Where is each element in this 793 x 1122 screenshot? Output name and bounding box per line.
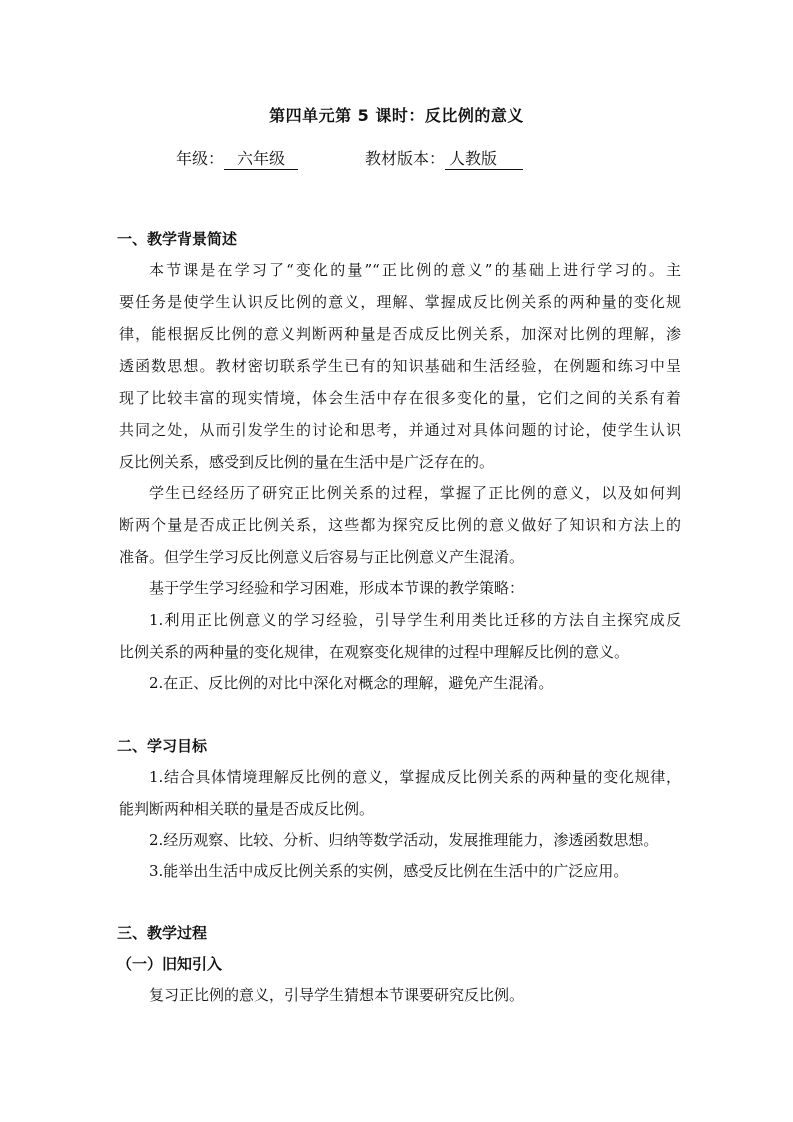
section2-heading: 二、学习目标 bbox=[117, 737, 208, 755]
edition-field bbox=[365, 147, 523, 171]
subsection-heading: （一）旧知引入 bbox=[117, 955, 223, 973]
paragraph-line: 现了比较丰富的现实情境，体会生活中存在很多变化的量，它们之间的关系有着 bbox=[119, 389, 681, 407]
page-title: 第四单元第 5 课时：反比例的意义 bbox=[269, 106, 524, 125]
paragraph-line: 共同之处，从而引发学生的讨论和思考，并通过对具体问题的讨论，使学生认识 bbox=[119, 421, 681, 439]
paragraph-line: 本节课是在学习了“变化的量”“正比例的意义”的基础上进行学习的。主 bbox=[149, 261, 681, 279]
paragraph-line: 要任务是使学生认识反比例的意义，理解、掌握成反比例关系的两种量的变化规 bbox=[119, 293, 681, 311]
paragraph-line: 基于学生学习经验和学习困难，形成本节课的教学策略： bbox=[149, 579, 525, 597]
list-item-continuation: 比例关系的两种量的变化规律，在观察变化规律的过程中理解反比例的意义。 bbox=[119, 643, 630, 661]
list-item: 3.能举出生活中成反比例关系的实例，感受反比例在生活中的广泛应用。 bbox=[149, 862, 629, 880]
paragraph-line: 学生已经经历了研究正比例关系的过程，掌握了正比例的意义，以及如何判 bbox=[149, 484, 681, 502]
paragraph-line: 断两个量是否成正比例关系，这些都为探究反比例的意义做好了知识和方法上的 bbox=[119, 516, 681, 534]
list-item: 1.利用正比例意义的学习经验，引导学生利用类比迁移的方法自主探究成反 bbox=[149, 611, 681, 629]
paragraph-line: 反比例关系，感受到反比例的量在生活中是广泛存在的。 bbox=[119, 453, 495, 471]
grade-label: 年级： bbox=[176, 149, 225, 168]
paragraph-line: 律，能根据反比例的意义判断两种量是否成反比例关系，加深对比例的理解，渗 bbox=[119, 325, 681, 343]
list-item: 2.经历观察、比较、分析、归纳等数学活动，发展推理能力，渗透函数思想。 bbox=[149, 831, 659, 849]
grade-field bbox=[176, 147, 298, 171]
paragraph-line: 复习正比例的意义，引导学生猜想本节课要研究反比例。 bbox=[149, 986, 525, 1004]
list-item: 1.结合具体情境理解反比例的意义，掌握成反比例关系的两种量的变化规律， bbox=[149, 768, 681, 786]
paragraph-line: 透函数思想。教材密切联系学生已有的知识基础和生活经验，在例题和练习中呈 bbox=[119, 357, 681, 375]
paragraph-line: 准备。但学生学习反比例意义后容易与正比例意义产生混淆。 bbox=[119, 548, 525, 566]
edition-label: 教材版本： bbox=[365, 149, 446, 168]
edition-value: 人教版 bbox=[445, 149, 523, 170]
section3-heading: 三、教学过程 bbox=[117, 924, 208, 942]
grade-value: 六年级 bbox=[224, 149, 298, 170]
section1-heading: 一、教学背景简述 bbox=[117, 230, 238, 248]
list-item-continuation: 能判断两种相关联的量是否成反比例。 bbox=[119, 800, 375, 818]
list-item: 2.在正、反比例的对比中深化对概念的理解，避免产生混淆。 bbox=[149, 674, 554, 692]
